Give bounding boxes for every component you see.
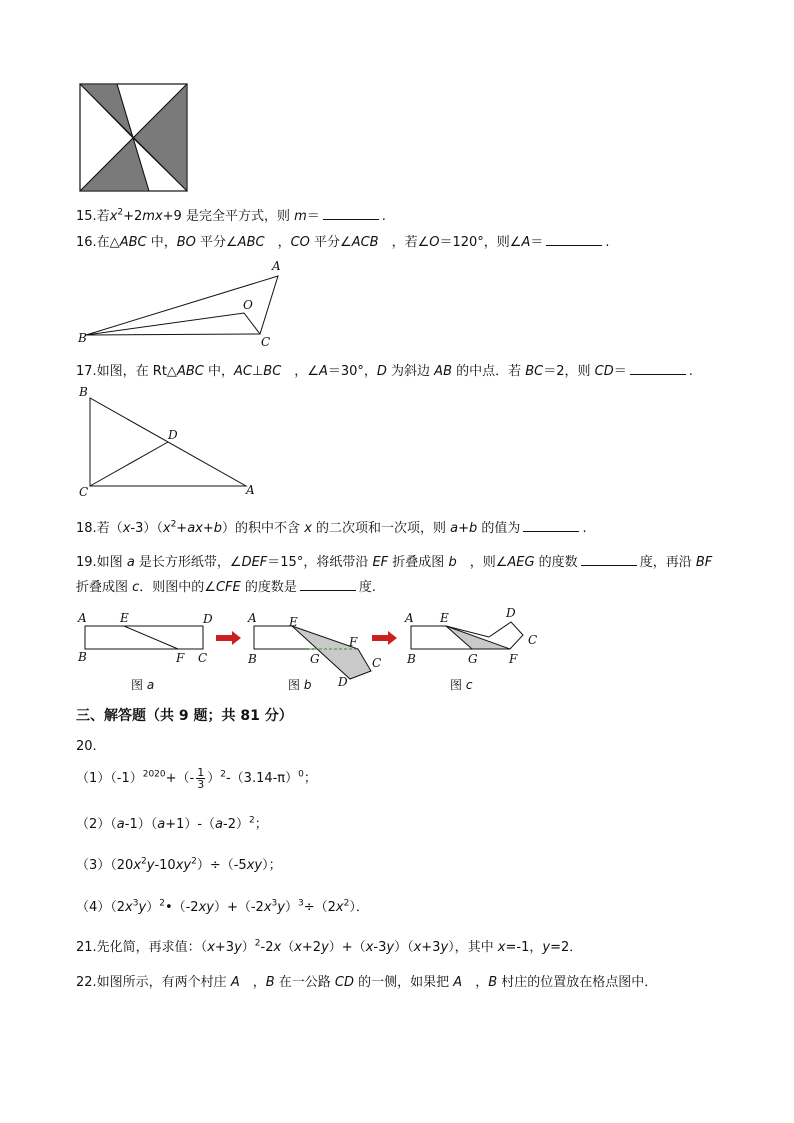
q21-t6: +2 [301, 940, 322, 955]
q17-cd: CD [594, 364, 614, 379]
fig19c-label-e: E [440, 611, 449, 625]
q20p1-b: +（- [165, 771, 195, 786]
q18-x1: x [122, 521, 131, 536]
q18-x2: x [162, 521, 171, 536]
q17-ac: AC [233, 364, 252, 379]
q20p2-b: -1）（ [124, 817, 158, 832]
q19-a: a [126, 555, 135, 570]
q20p2-d: -2） [223, 817, 249, 832]
q20p4-e: ） [284, 900, 298, 915]
q18-t4: + [202, 521, 214, 536]
q22-t1: 22.如图所示，有两个村庄 [76, 975, 231, 990]
q16-abc: ABC [119, 235, 147, 250]
q21-x5: x [413, 940, 422, 955]
q18-t6: 的二次项和一次项，则 [311, 521, 451, 536]
question-20-number: 20. [76, 739, 97, 754]
q18-b2: b [469, 521, 478, 536]
q19-blank-1[interactable] [581, 564, 637, 566]
q16-t2: 平分∠ [195, 235, 238, 250]
fig19a-caption: 图 a [131, 678, 155, 692]
q19-def: DEF [241, 555, 268, 570]
q20p4-d: ）+（-2 [213, 900, 264, 915]
q21-t3: ） [241, 940, 255, 955]
q20p4-x: x [125, 900, 133, 915]
q20p4-f: ÷（2 [303, 900, 336, 915]
q16-t6: ＝120°，则∠ [439, 235, 522, 250]
q15-end: . [381, 209, 386, 224]
q21-x1: x [207, 940, 215, 955]
question-18 [76, 517, 587, 536]
q21-t5: （ [281, 940, 295, 955]
q20p4-b: ） [146, 900, 160, 915]
fig19a-label-c: C [198, 651, 208, 665]
q19-l2b: ．则图中的∠ [139, 580, 216, 595]
q16-co: CO [290, 235, 310, 250]
fig19b-label-b: B [248, 652, 257, 666]
q22-t4: 的一侧，如果把 [354, 975, 454, 990]
q20p3-sup2: 2 [191, 856, 197, 867]
q18-answer-blank[interactable] [523, 530, 579, 532]
question-17 [76, 360, 693, 379]
q22-a: A [230, 975, 240, 990]
fig19b-label-e: E [289, 615, 298, 629]
question-15 [76, 205, 386, 224]
q19-l1d: 折叠成图 [388, 555, 449, 570]
q18-t2: -3）（ [130, 521, 163, 536]
q18-t3: + [176, 521, 188, 536]
q18-ax: ax [187, 521, 203, 536]
fig19-figure-b [247, 611, 381, 692]
q20p1-sup3: 0 [298, 769, 304, 780]
fig19a-label-b: B [78, 650, 87, 664]
q21-t4: -2 [260, 940, 274, 955]
q20p1-sup: 2020 [142, 769, 166, 780]
section-3-heading: 三、解答题（共 9 题；共 81 分） [76, 708, 293, 724]
fig19b-label-f: F [349, 635, 358, 649]
q17-abc: ABC [176, 364, 204, 379]
question-22 [76, 971, 657, 990]
question-20-part4 [76, 896, 369, 915]
fig19c-label-a: A [405, 611, 414, 625]
q20p4-y2: y [277, 900, 285, 915]
q20p1-frac-num: 1 [197, 766, 205, 779]
question-20-part3 [76, 854, 282, 873]
q20p4-a: （4）（2 [76, 900, 126, 915]
q19-blank-2[interactable] [300, 589, 356, 591]
q16-bo: BO [176, 235, 196, 250]
q17-d: D [376, 364, 387, 379]
fig19a-label-e: E [120, 611, 129, 625]
q16-t7: ＝ [530, 235, 544, 250]
fig17-label-c: C [79, 485, 89, 499]
q17-t4: ＝30°， [327, 364, 377, 379]
fig19c-caption: 图 c [450, 678, 473, 692]
q18-sup: 2 [170, 519, 177, 530]
q18-a2: a [450, 521, 459, 536]
q21-t7: ）+（ [328, 940, 366, 955]
fig19-arrow-1 [216, 631, 241, 645]
q21-t1: 21.先化简，再求值：（ [76, 940, 208, 955]
q18-end: . [582, 521, 587, 536]
q16-answer-blank[interactable] [546, 244, 602, 246]
q20p3-y: y [146, 858, 155, 873]
fig19-arrow-2 [372, 631, 397, 645]
question-16 [76, 231, 610, 250]
q19-l1b: 是长方形纸带，∠ [134, 555, 242, 570]
q15-mx: mx [142, 209, 163, 224]
q18-t8: 的值为 [477, 521, 521, 536]
q20p4-y: y [138, 900, 147, 915]
q20p1-frac-den: 3 [197, 778, 205, 791]
q15-answer-blank[interactable] [323, 218, 379, 220]
q21-y5: y [542, 940, 551, 955]
fig16-label-o: O [243, 298, 253, 312]
q19-bf: BF [695, 555, 713, 570]
q15-sup: 2 [117, 207, 124, 218]
fig19c-label-g: G [468, 652, 478, 666]
q15-num: 15.若 [76, 209, 110, 224]
q20p3-c: ）÷（-5 [196, 858, 247, 873]
q16-t5: ，若∠ [378, 235, 430, 250]
fig16-label-a: A [272, 259, 281, 273]
q21-y1: y [234, 940, 242, 955]
triangle-abc-figure-16 [76, 256, 291, 348]
question-19-line1 [76, 551, 712, 570]
q19-b: b [448, 555, 457, 570]
q20p4-x3: x [335, 900, 344, 915]
q17-num: 17.如图，在 Rt△ [76, 364, 177, 379]
fig17-label-d: D [168, 428, 178, 442]
fig19c-label-f: F [509, 652, 518, 666]
q19-c: c [132, 580, 140, 595]
q20p3-a: （3）（20 [76, 858, 134, 873]
q19-l1f: 的度数 [534, 555, 578, 570]
q16-t4: 平分∠ [309, 235, 352, 250]
q18-t1: 18.若（ [76, 521, 123, 536]
q20p4-g: ）． [349, 900, 369, 915]
q17-t7: ＝2，则 [543, 364, 595, 379]
q17-ab: AB [434, 364, 452, 379]
fig19a-label-f: F [176, 651, 185, 665]
fig19-figure-c [404, 606, 537, 692]
q20p4-sup3: 3 [271, 898, 278, 909]
q20p1-sup2: 2 [220, 769, 226, 780]
q18-b: b [213, 521, 223, 536]
fig19a-label-d: D [203, 612, 213, 626]
q17-a: A [318, 364, 328, 379]
q19-l1g: 度，再沿 [639, 555, 696, 570]
q17-t2: ⊥ [251, 364, 264, 379]
q20p2-v2: a [157, 817, 166, 832]
q17-t1: 中， [203, 364, 234, 379]
fig16-label-b: B [78, 331, 87, 345]
q21-y3: y [386, 940, 395, 955]
q21-x4: x [365, 940, 374, 955]
q17-t6: 的中点．若 [451, 364, 526, 379]
q21-x2: x [273, 940, 282, 955]
q16-acb: ACB [351, 235, 379, 250]
fig17-label-b: B [79, 385, 88, 399]
q18-x3: x [304, 521, 312, 536]
q17-end: . [688, 364, 693, 379]
q21-t10: +3 [421, 940, 441, 955]
q20p4-sup2: 2 [159, 898, 165, 909]
q19-ef: EF [372, 555, 389, 570]
question-21 [76, 936, 582, 955]
q17-bc: BC [263, 364, 282, 379]
q20p1-d: -（3.14-π） [225, 771, 299, 786]
fig19c-label-c: C [528, 633, 538, 647]
q21-t8: -3 [373, 940, 387, 955]
q22-b: B [265, 975, 275, 990]
q19-cfe: CFE [215, 580, 241, 595]
q21-x6: x [497, 940, 506, 955]
q18-t7: + [458, 521, 470, 536]
q21-t2: +3 [214, 940, 235, 955]
q20p1-c: ） [207, 771, 221, 786]
q16-abc2: ABC [237, 235, 265, 250]
q16-end: . [605, 235, 610, 250]
q20p4-x2: x [263, 900, 272, 915]
question-20-part1 [76, 767, 317, 790]
q19-l1c: ＝15°，将纸带沿 [267, 555, 373, 570]
q19-l2a: 折叠成图 [76, 580, 133, 595]
folded-strip-figures-19 [74, 604, 554, 696]
fig19a-label-a: A [78, 611, 87, 625]
q22-t2: ， [239, 975, 266, 990]
q19-aeg: AEG [507, 555, 535, 570]
q20p4-sup4: 3 [297, 898, 304, 909]
q18-t5: ）的积中不含 [222, 521, 305, 536]
q17-answer-blank[interactable] [630, 373, 686, 375]
q17-t5: 为斜边 [386, 364, 435, 379]
q19-l1a: 19.如图 [76, 555, 127, 570]
question-20-part2 [76, 813, 268, 832]
q17-bc2: BC [525, 364, 544, 379]
q22-t6: 村庄的位置放在格点图中． [497, 975, 658, 990]
q20p2-e: ； [254, 817, 268, 832]
q20p2-a: （2）（ [76, 817, 117, 832]
q20p1-a: （1）（-1） [76, 771, 143, 786]
q20p3-xy2: xy [246, 858, 263, 873]
q20p3-sup: 2 [141, 856, 147, 867]
q16-num: 16.在△ [76, 235, 120, 250]
fig17-label-a: A [246, 483, 255, 497]
fig19c-label-b: B [407, 652, 416, 666]
q20p4-xy: xy [198, 900, 214, 915]
q20p3-xy: xy [175, 858, 192, 873]
q15-m: m [294, 209, 307, 224]
right-triangle-figure-17 [74, 384, 264, 500]
q16-o: O [429, 235, 440, 250]
q22-b2: B [488, 975, 498, 990]
q20p2-c: +1）-（ [165, 817, 216, 832]
q19-l2c: 的度数是 [240, 580, 297, 595]
q21-t13: =2． [550, 940, 583, 955]
q20p3-d: ）； [262, 858, 282, 873]
q19-l2d: 度. [358, 580, 377, 595]
q15-eq: ＝ [306, 209, 320, 224]
question-19-line2 [76, 576, 376, 595]
q22-t3: 在一公路 [274, 975, 335, 990]
q21-t9: ）（ [394, 940, 414, 955]
q20p3-b: -10 [154, 858, 176, 873]
q15-text: +9 是完全平方式，则 [162, 209, 290, 224]
q20p4-sup: 3 [132, 898, 139, 909]
q15-plus: +2 [123, 209, 143, 224]
q20p1-fraction [196, 767, 205, 790]
q21-sup: 2 [254, 938, 261, 949]
q17-t3: ，∠ [281, 364, 319, 379]
q22-cd: CD [334, 975, 355, 990]
q21-y2: y [321, 940, 329, 955]
q21-y4: y [440, 940, 449, 955]
q17-t8: ＝ [613, 364, 627, 379]
q20p2-v3: a [215, 817, 224, 832]
q22-t5: ， [462, 975, 489, 990]
fig19b-label-a: A [248, 611, 257, 625]
q20p3-x: x [133, 858, 142, 873]
q16-t1: 中， [146, 235, 177, 250]
q21-x3: x [294, 940, 302, 955]
q20p4-c: •（-2 [164, 900, 199, 915]
fig19b-label-d: D [338, 675, 348, 689]
fig16-label-c: C [261, 335, 271, 348]
q20p1-e: ； [303, 771, 317, 786]
q21-t12: =-1， [505, 940, 543, 955]
fig19-figure-a [77, 611, 213, 692]
q20p2-sup: 2 [248, 815, 255, 826]
fig19b-label-g: G [310, 652, 320, 666]
q15-x: x [109, 209, 118, 224]
q20p2-v1: a [116, 817, 125, 832]
q19-l1e: ，则∠ [456, 555, 508, 570]
q16-a: A [521, 235, 531, 250]
pinwheel-square-figure [79, 83, 189, 193]
fig19b-label-c: C [372, 656, 382, 670]
q20p4-sup5: 2 [343, 898, 350, 909]
q16-t3: ， [264, 235, 291, 250]
fig19b-caption: 图 b [288, 678, 312, 692]
q22-a2: A [453, 975, 463, 990]
fig19c-label-d: D [506, 606, 516, 620]
q21-t11: ），其中 [448, 940, 498, 955]
